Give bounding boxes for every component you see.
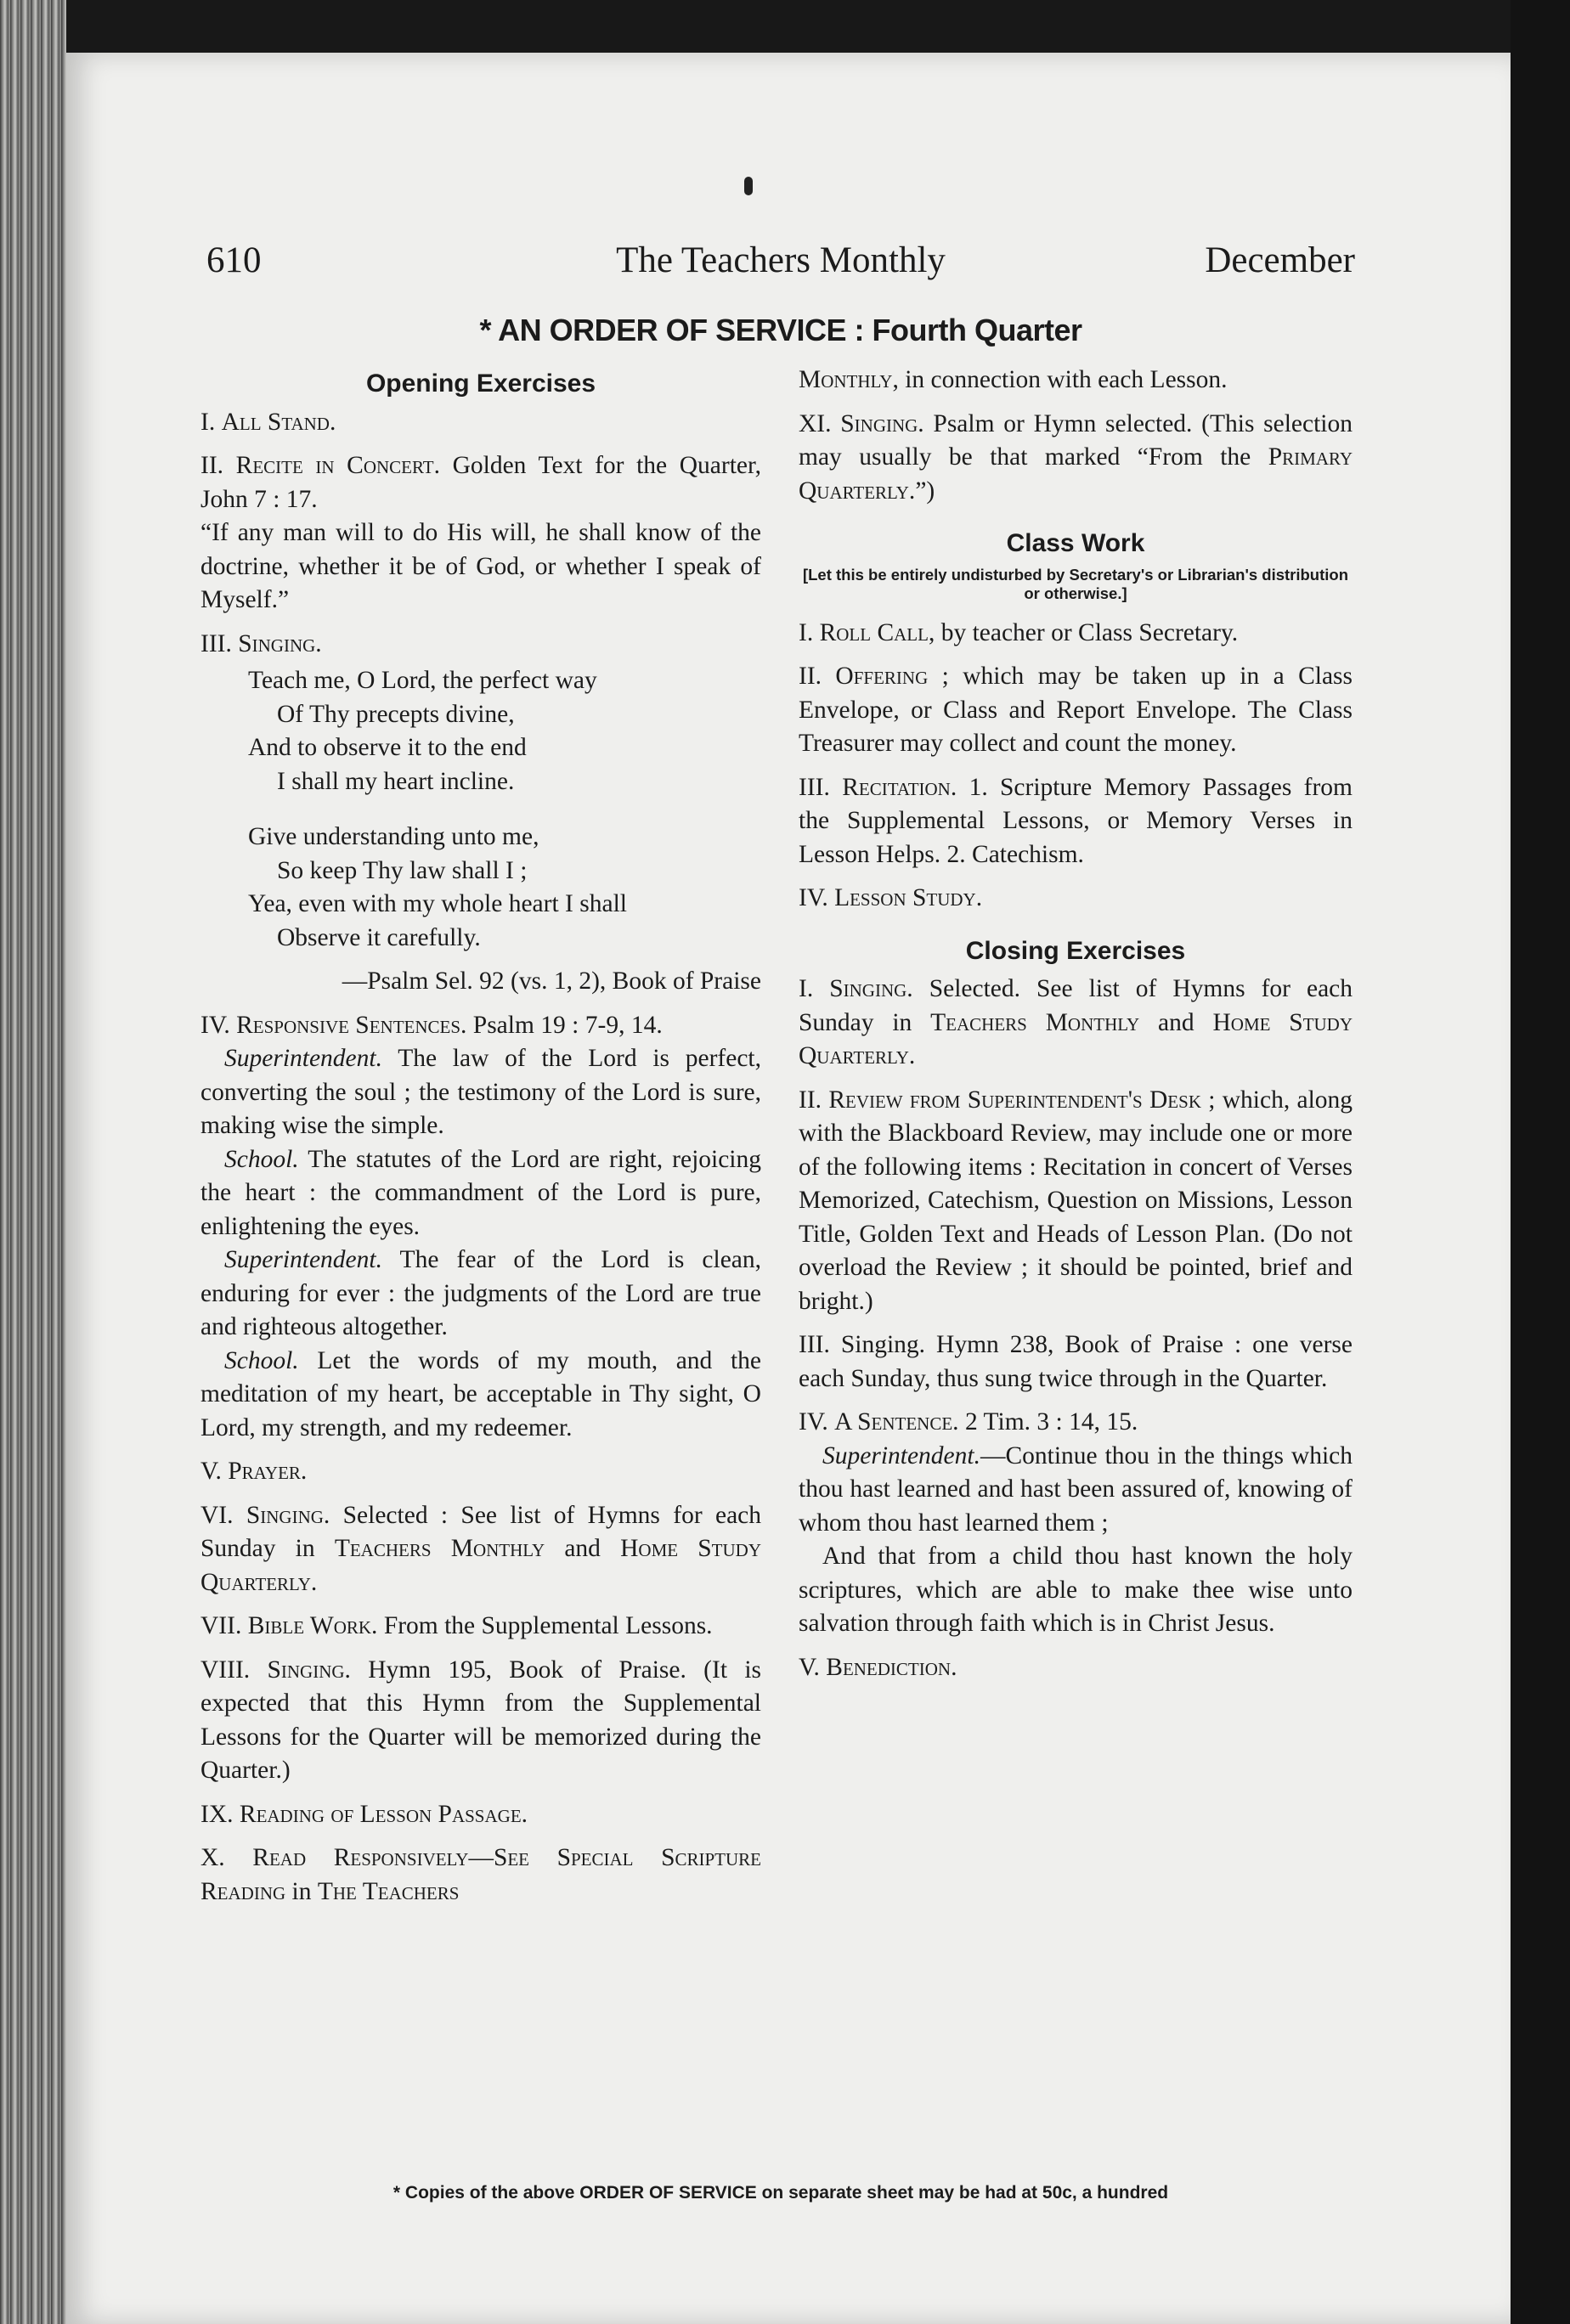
hymn-line: I shall my heart incline. (277, 767, 515, 795)
book-page-edges (0, 0, 66, 2324)
right-column (799, 364, 1353, 1695)
closing-exercises-heading: Closing Exercises (965, 936, 1186, 965)
item-prayer: V. Prayer. (200, 1458, 308, 1485)
item-reading-lesson-passage: IX. Reading of Lesson Passage. (200, 1800, 528, 1828)
hymn-verse (200, 664, 761, 955)
class-work-heading: Class Work (1006, 529, 1145, 557)
opening-exercises-heading: Opening Exercises (365, 369, 596, 398)
item-responsive-sentences: IV. Responsive Sentences. Psalm 19 : 7-9, 14. (200, 1011, 663, 1039)
item-closing-singing: I. Singing. Selected. See list of Hymns for each Sunday in Teachers Monthly and Home Study Quarterly. (799, 975, 1353, 1069)
hymn-line: Of Thy precepts divine, (277, 700, 515, 728)
scan-top-border (0, 0, 1570, 53)
hymn-line: Teach me, O Lord, the perfect way (248, 667, 597, 694)
hymn-line: So keep Thy law shall I ; (277, 856, 528, 884)
journal-title: The Teachers Monthly (616, 240, 946, 280)
sentence-school: And that from a child thou hast known the holy scriptures, which are able to make thee wise unto salvation through faith which is in Christ Jesus. (799, 1543, 1353, 1637)
item-roll-call: I. Roll Call, by teacher or Class Secretary. (799, 618, 1239, 646)
hymn-source: —Psalm Sel. 92 (vs. 1, 2), Book of Praise (342, 967, 761, 995)
response-superintendent: Superintendent. The fear of the Lord is clean, enduring for ever : the judgments of the Lord are true and righteous altogether. (200, 1246, 762, 1340)
item-recitation: III. Recitation. 1. Scripture Memory Passages from the Supplemental Lessons, or Memory Verses in Lesson Helps. 2. Catechism. (799, 773, 1353, 868)
scan-right-border (1511, 0, 1570, 2324)
ink-mark (744, 177, 753, 195)
hymn-line: Observe it carefully. (277, 923, 481, 951)
item-singing-selected: VI. Singing. Selected : See list of Hymns for each Sunday in Teachers Monthly and Home Study Quarterly. (200, 1501, 762, 1596)
item-lesson-study: IV. Lesson Study. (799, 884, 983, 911)
hymn-line: And to observe it to the end (248, 734, 527, 761)
item-read-responsively-continued: Monthly, in connection with each Lesson. (799, 366, 1228, 393)
sentence-superintendent: Superintendent.—Continue thou in the things which thou hast learned and hast been assured of, knowing of whom thou hast learned them ; (799, 1441, 1353, 1537)
item-singing-hymn-195: VIII. Singing. Hymn 195, Book of Praise. (It is expected that this Hymn from the Supplemental Lessons for the Quarter will be memorized during the Quarter.) (200, 1656, 762, 1784)
response-school: School. The statutes of the Lord are right, rejoicing the heart : the commandment of the Lord is pure, enlightening the eyes. (200, 1145, 761, 1240)
item-singing-hymn-238: III. Singing. Hymn 238, Book of Praise : one verse each Sunday, thus sung twice through in the Quarter. (799, 1331, 1353, 1392)
hymn-line: Yea, even with my whole heart I shall (248, 890, 627, 917)
item-read-responsively: X. Read Responsively—See Special Scripture Reading in The Teachers (200, 1844, 762, 1905)
issue-month: December (1205, 240, 1355, 280)
running-header (206, 240, 1355, 290)
item-recite-in-concert: II. Recite in Concert. Golden Text for the Quarter, John 7 : 17. “If any man will to do His will, he shall know of the doctrine, whether it be of God, or whether I speak of Myself.” (200, 452, 762, 613)
footnote: * Copies of the above ORDER OF SERVICE on separate sheet may be had at 50c, a hundred (392, 2183, 1169, 2203)
class-work-note: [Let this be entirely undisturbed by Secretary's or Librarian's distribution or otherwise.] (802, 565, 1349, 602)
response-superintendent: Superintendent. The law of the Lord is perfect, converting the soul ; the testimony of the Lord is sure, making wise the simple. (200, 1045, 762, 1139)
left-column (200, 364, 761, 1919)
item-a-sentence: IV. A Sentence. 2 Tim. 3 : 14, 15. (799, 1408, 1138, 1436)
golden-text-quote: “If any man will to do His will, he shall know of the doctrine, whether it be of God, or whether I speak of Myself.” (200, 519, 761, 613)
item-bible-work: VII. Bible Work. From the Supplemental Lessons. (200, 1612, 713, 1639)
page-number: 610 (206, 240, 262, 280)
item-singing: III. Singing. (200, 629, 322, 657)
item-all-stand: I. All Stand. (200, 408, 336, 436)
item-benediction: V. Benediction. (799, 1653, 957, 1681)
response-school: School. Let the words of my mouth, and the meditation of my heart, be acceptable in Thy sight, O Lord, my strength, and my redeemer. (200, 1346, 761, 1441)
hymn-line: Give understanding unto me, (248, 823, 539, 850)
page-title: * AN ORDER OF SERVICE : Fourth Quarter (479, 313, 1082, 347)
item-singing-psalm: XI. Singing. Psalm or Hymn selected. (This selection may usually be that marked “From the Primary Quarterly.”) (799, 409, 1353, 505)
item-offering: II. Offering ; which may be taken up in a Class Envelope, or Class and Report Envelope. The Class Treasurer may collect and count the money. (799, 663, 1353, 757)
item-review: II. Review from Superintendent's Desk ; which, along with the Blackboard Review, may include one or more of the following items : Recitation in concert of Verses Memorized, Catechism, Question on Missions, Lesson Title, Golden Text and Heads of Lesson Plan. (Do not overload the Review ; it should be pointed, brief and bright.) (799, 1086, 1353, 1315)
